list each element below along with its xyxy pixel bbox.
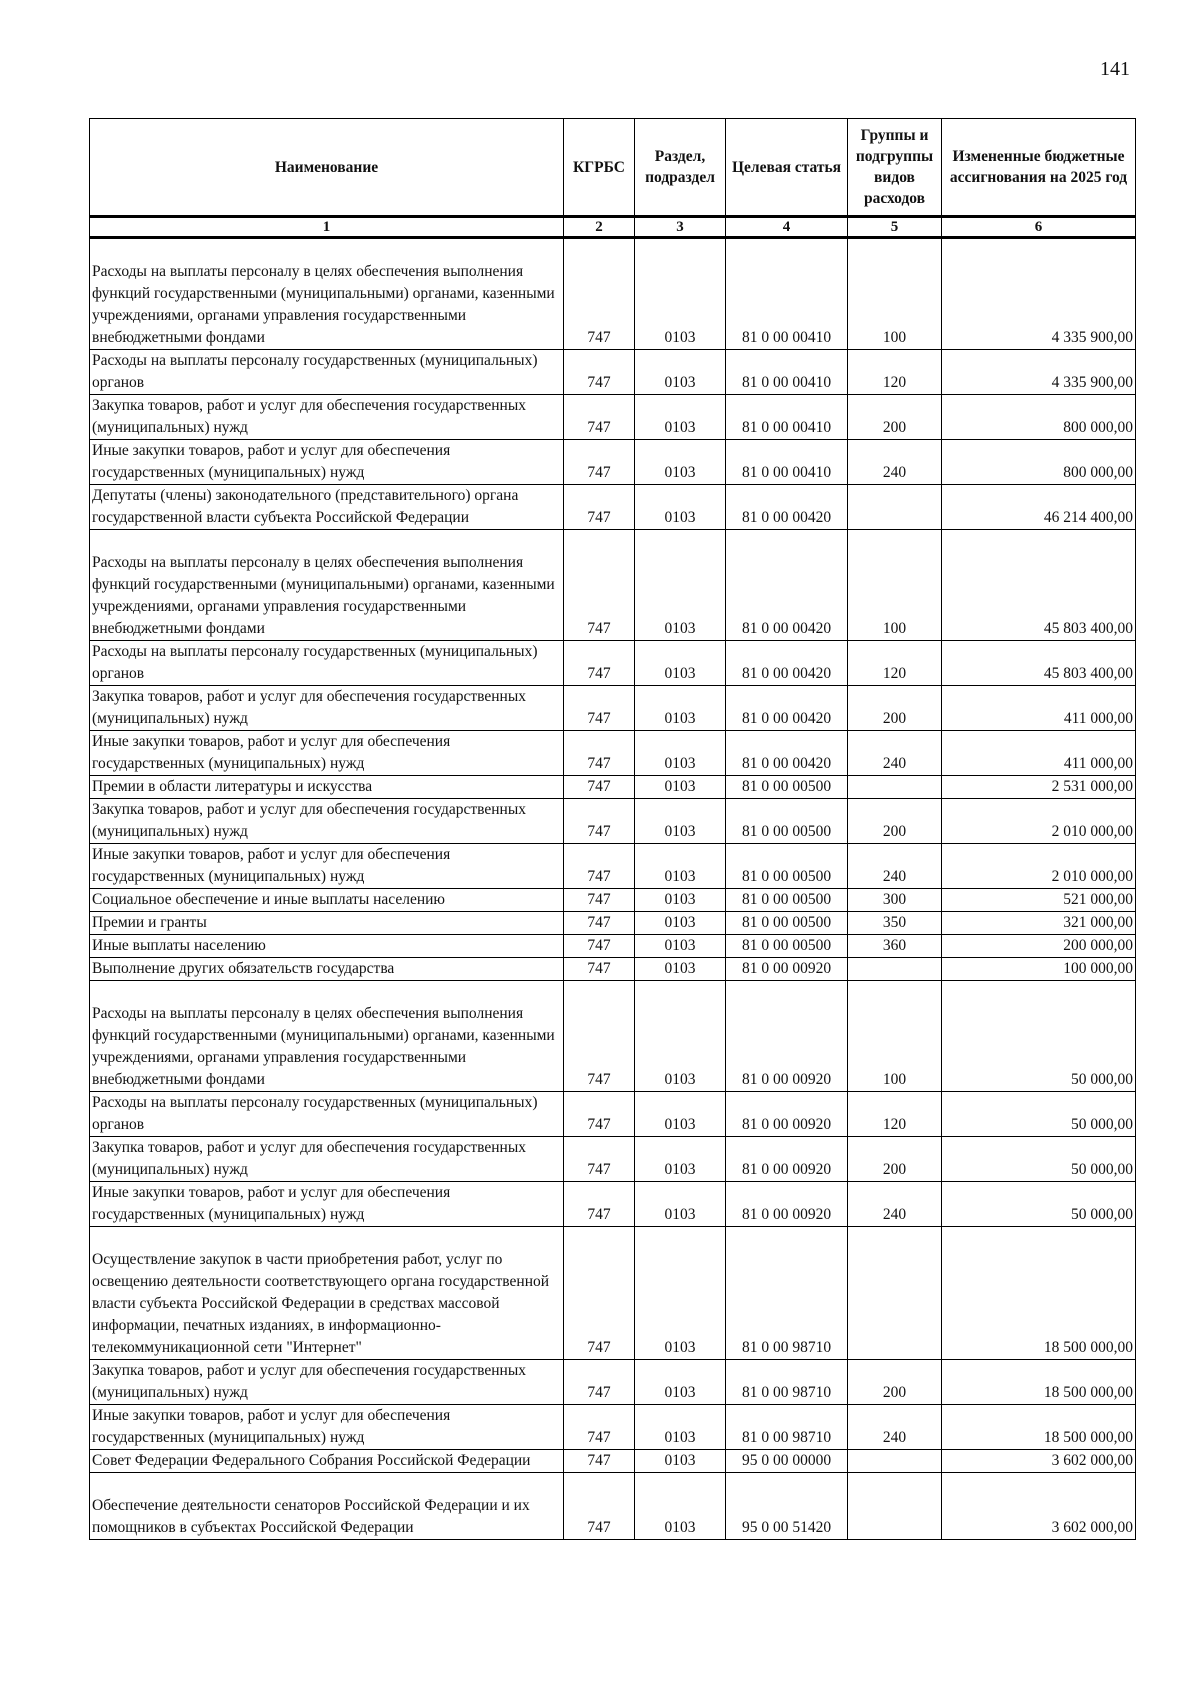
cell-target: 81 0 00 00500	[726, 935, 848, 958]
cell-kgrbs: 747	[564, 889, 635, 912]
cell-target: 81 0 00 00920	[726, 958, 848, 981]
cell-group: 200	[848, 1137, 942, 1182]
header-amount: Измененные бюджетные ассигнования на 2025 год	[942, 119, 1136, 217]
cell-group: 300	[848, 889, 942, 912]
cell-kgrbs: 747	[564, 686, 635, 731]
cell-amount: 50 000,00	[942, 981, 1136, 1092]
cell-group: 100	[848, 238, 942, 350]
cell-kgrbs: 747	[564, 238, 635, 350]
cell-section: 0103	[635, 1360, 726, 1405]
cell-group	[848, 776, 942, 799]
cell-kgrbs: 747	[564, 1092, 635, 1137]
cell-group: 200	[848, 1360, 942, 1405]
cell-kgrbs: 747	[564, 1227, 635, 1360]
cell-target: 81 0 00 00420	[726, 485, 848, 530]
table-row	[90, 530, 1136, 641]
cell-amount: 4 335 900,00	[942, 350, 1136, 395]
table-row	[90, 641, 1136, 686]
cell-name: Закупка товаров, работ и услуг для обеспечения государственных (муниципальных) нужд	[90, 395, 564, 440]
cell-amount: 411 000,00	[942, 686, 1136, 731]
cell-section: 0103	[635, 731, 726, 776]
cell-amount: 18 500 000,00	[942, 1360, 1136, 1405]
cell-amount: 100 000,00	[942, 958, 1136, 981]
header-section: Раздел, подраздел	[635, 119, 726, 217]
cell-group: 360	[848, 935, 942, 958]
cell-kgrbs: 747	[564, 395, 635, 440]
table-row	[90, 844, 1136, 889]
cell-name: Закупка товаров, работ и услуг для обеспечения государственных (муниципальных) нужд	[90, 1360, 564, 1405]
cell-amount: 50 000,00	[942, 1137, 1136, 1182]
cell-section: 0103	[635, 440, 726, 485]
cell-group	[848, 1473, 942, 1540]
cell-name: Совет Федерации Федерального Собрания Российской Федерации	[90, 1450, 564, 1473]
cell-amount: 45 803 400,00	[942, 530, 1136, 641]
cell-target: 81 0 00 00500	[726, 889, 848, 912]
cell-group: 240	[848, 440, 942, 485]
cell-name: Иные закупки товаров, работ и услуг для обеспечения государственных (муниципальных) нужд	[90, 1182, 564, 1227]
table-row	[90, 776, 1136, 799]
cell-section: 0103	[635, 1092, 726, 1137]
cell-amount: 18 500 000,00	[942, 1227, 1136, 1360]
cell-kgrbs: 747	[564, 350, 635, 395]
cell-name: Премии в области литературы и искусства	[90, 776, 564, 799]
cell-target: 81 0 00 00500	[726, 912, 848, 935]
cell-amount: 800 000,00	[942, 440, 1136, 485]
column-number-row	[90, 217, 1136, 238]
cell-target: 81 0 00 00410	[726, 395, 848, 440]
cell-name: Премии и гранты	[90, 912, 564, 935]
cell-name: Депутаты (члены) законодательного (представительного) органа государственной власти субъекта Российской Федерации	[90, 485, 564, 530]
cell-target: 95 0 00 51420	[726, 1473, 848, 1540]
table-row	[90, 1360, 1136, 1405]
cell-kgrbs: 747	[564, 912, 635, 935]
cell-amount: 50 000,00	[942, 1092, 1136, 1137]
cell-group: 120	[848, 1092, 942, 1137]
cell-amount: 521 000,00	[942, 889, 1136, 912]
cell-name: Социальное обеспечение и иные выплаты населению	[90, 889, 564, 912]
cell-name: Расходы на выплаты персоналу государственных (муниципальных) органов	[90, 1092, 564, 1137]
cell-kgrbs: 747	[564, 1137, 635, 1182]
table-row	[90, 238, 1136, 350]
table-row	[90, 686, 1136, 731]
page-number: 141	[1100, 58, 1130, 80]
table-row	[90, 1405, 1136, 1450]
cell-group: 240	[848, 844, 942, 889]
cell-target: 81 0 00 00500	[726, 844, 848, 889]
cell-name: Расходы на выплаты персоналу в целях обеспечения выполнения функций государственными (муниципальными) органами, казенными учреждениями, органами управления государственными внебюджетными фондами	[90, 530, 564, 641]
cell-target: 81 0 00 00410	[726, 350, 848, 395]
cell-section: 0103	[635, 844, 726, 889]
cell-section: 0103	[635, 641, 726, 686]
cell-target: 81 0 00 00920	[726, 1137, 848, 1182]
cell-kgrbs: 747	[564, 1360, 635, 1405]
table-row	[90, 981, 1136, 1092]
cell-target: 81 0 00 00410	[726, 238, 848, 350]
cell-section: 0103	[635, 1182, 726, 1227]
cell-target: 81 0 00 00420	[726, 686, 848, 731]
cell-group: 200	[848, 799, 942, 844]
cell-target: 81 0 00 98710	[726, 1360, 848, 1405]
cell-kgrbs: 747	[564, 485, 635, 530]
cell-section: 0103	[635, 1473, 726, 1540]
cell-target: 81 0 00 00420	[726, 731, 848, 776]
table-row	[90, 395, 1136, 440]
cell-amount: 2 531 000,00	[942, 776, 1136, 799]
cell-group: 240	[848, 1182, 942, 1227]
table-row	[90, 1092, 1136, 1137]
cell-group: 100	[848, 530, 942, 641]
cell-kgrbs: 747	[564, 844, 635, 889]
table-row	[90, 912, 1136, 935]
cell-amount: 18 500 000,00	[942, 1405, 1136, 1450]
cell-kgrbs: 747	[564, 1182, 635, 1227]
table-body	[90, 217, 1136, 1540]
table-row	[90, 799, 1136, 844]
column-number: 2	[564, 217, 635, 238]
cell-kgrbs: 747	[564, 440, 635, 485]
cell-name: Расходы на выплаты персоналу государственных (муниципальных) органов	[90, 641, 564, 686]
table-header-row	[90, 119, 1136, 217]
column-number: 4	[726, 217, 848, 238]
header-target: Целевая статья	[726, 119, 848, 217]
cell-kgrbs: 747	[564, 530, 635, 641]
cell-target: 81 0 00 00920	[726, 1182, 848, 1227]
table-row	[90, 958, 1136, 981]
cell-section: 0103	[635, 889, 726, 912]
cell-name: Иные закупки товаров, работ и услуг для обеспечения государственных (муниципальных) нужд	[90, 1405, 564, 1450]
header-name: Наименование	[90, 119, 564, 217]
cell-name: Иные закупки товаров, работ и услуг для обеспечения государственных (муниципальных) нужд	[90, 440, 564, 485]
cell-name: Иные выплаты населению	[90, 935, 564, 958]
header-kgrbs: КГРБС	[564, 119, 635, 217]
table-row	[90, 440, 1136, 485]
cell-section: 0103	[635, 776, 726, 799]
cell-group: 200	[848, 395, 942, 440]
cell-group	[848, 1450, 942, 1473]
cell-kgrbs: 747	[564, 1473, 635, 1540]
cell-amount: 3 602 000,00	[942, 1473, 1136, 1540]
column-number: 5	[848, 217, 942, 238]
cell-target: 81 0 00 00420	[726, 641, 848, 686]
cell-name: Выполнение других обязательств государства	[90, 958, 564, 981]
cell-section: 0103	[635, 981, 726, 1092]
cell-kgrbs: 747	[564, 935, 635, 958]
cell-name: Иные закупки товаров, работ и услуг для обеспечения государственных (муниципальных) нужд	[90, 844, 564, 889]
table-row	[90, 1182, 1136, 1227]
cell-amount: 4 335 900,00	[942, 238, 1136, 350]
cell-target: 95 0 00 00000	[726, 1450, 848, 1473]
cell-kgrbs: 747	[564, 731, 635, 776]
cell-name: Закупка товаров, работ и услуг для обеспечения государственных (муниципальных) нужд	[90, 799, 564, 844]
cell-section: 0103	[635, 530, 726, 641]
cell-section: 0103	[635, 350, 726, 395]
column-number: 6	[942, 217, 1136, 238]
budget-table	[89, 118, 1136, 1540]
cell-target: 81 0 00 00500	[726, 799, 848, 844]
cell-kgrbs: 747	[564, 799, 635, 844]
cell-target: 81 0 00 98710	[726, 1405, 848, 1450]
cell-group: 200	[848, 686, 942, 731]
cell-amount: 411 000,00	[942, 731, 1136, 776]
cell-name: Закупка товаров, работ и услуг для обеспечения государственных (муниципальных) нужд	[90, 686, 564, 731]
cell-section: 0103	[635, 958, 726, 981]
cell-name: Расходы на выплаты персоналу государственных (муниципальных) органов	[90, 350, 564, 395]
table-row	[90, 1450, 1136, 1473]
cell-kgrbs: 747	[564, 981, 635, 1092]
cell-amount: 2 010 000,00	[942, 844, 1136, 889]
cell-group	[848, 1227, 942, 1360]
cell-group	[848, 958, 942, 981]
cell-target: 81 0 00 00920	[726, 981, 848, 1092]
cell-section: 0103	[635, 485, 726, 530]
cell-target: 81 0 00 98710	[726, 1227, 848, 1360]
cell-name: Осуществление закупок в части приобретения работ, услуг по освещению деятельности соответствующего органа государственной власти субъекта Российской Федерации в средствах массовой информации, печатных изданиях, в информационно-телекоммуникационной сети "Интернет"	[90, 1227, 564, 1360]
table-row	[90, 485, 1136, 530]
cell-amount: 2 010 000,00	[942, 799, 1136, 844]
cell-target: 81 0 00 00420	[726, 530, 848, 641]
table-row	[90, 1473, 1136, 1540]
cell-name: Закупка товаров, работ и услуг для обеспечения государственных (муниципальных) нужд	[90, 1137, 564, 1182]
cell-kgrbs: 747	[564, 776, 635, 799]
table-row	[90, 935, 1136, 958]
cell-group: 120	[848, 641, 942, 686]
cell-section: 0103	[635, 1405, 726, 1450]
cell-group: 240	[848, 731, 942, 776]
cell-amount: 46 214 400,00	[942, 485, 1136, 530]
cell-name: Расходы на выплаты персоналу в целях обеспечения выполнения функций государственными (муниципальными) органами, казенными учреждениями, органами управления государственными внебюджетными фондами	[90, 981, 564, 1092]
cell-amount: 3 602 000,00	[942, 1450, 1136, 1473]
cell-target: 81 0 00 00920	[726, 1092, 848, 1137]
cell-amount: 321 000,00	[942, 912, 1136, 935]
cell-kgrbs: 747	[564, 1405, 635, 1450]
cell-target: 81 0 00 00410	[726, 440, 848, 485]
table-row	[90, 731, 1136, 776]
cell-section: 0103	[635, 935, 726, 958]
cell-name: Обеспечение деятельности сенаторов Российской Федерации и их помощников в субъектах Российской Федерации	[90, 1473, 564, 1540]
table-row	[90, 889, 1136, 912]
cell-group: 120	[848, 350, 942, 395]
cell-section: 0103	[635, 1227, 726, 1360]
cell-section: 0103	[635, 1450, 726, 1473]
column-number: 3	[635, 217, 726, 238]
table-row	[90, 1137, 1136, 1182]
cell-amount: 800 000,00	[942, 395, 1136, 440]
cell-amount: 45 803 400,00	[942, 641, 1136, 686]
cell-kgrbs: 747	[564, 641, 635, 686]
cell-kgrbs: 747	[564, 1450, 635, 1473]
header-groups: Группы и подгруппы видов расходов	[848, 119, 942, 217]
cell-section: 0103	[635, 238, 726, 350]
cell-section: 0103	[635, 799, 726, 844]
cell-group: 100	[848, 981, 942, 1092]
cell-name: Иные закупки товаров, работ и услуг для обеспечения государственных (муниципальных) нужд	[90, 731, 564, 776]
cell-kgrbs: 747	[564, 958, 635, 981]
cell-amount: 200 000,00	[942, 935, 1136, 958]
cell-section: 0103	[635, 395, 726, 440]
cell-group: 350	[848, 912, 942, 935]
cell-section: 0103	[635, 1137, 726, 1182]
table-row	[90, 1227, 1136, 1360]
cell-amount: 50 000,00	[942, 1182, 1136, 1227]
cell-section: 0103	[635, 912, 726, 935]
cell-section: 0103	[635, 686, 726, 731]
cell-group	[848, 485, 942, 530]
cell-name: Расходы на выплаты персоналу в целях обеспечения выполнения функций государственными (муниципальными) органами, казенными учреждениями, органами управления государственными внебюджетными фондами	[90, 238, 564, 350]
cell-group: 240	[848, 1405, 942, 1450]
table-row	[90, 350, 1136, 395]
cell-target: 81 0 00 00500	[726, 776, 848, 799]
column-number: 1	[90, 217, 564, 238]
